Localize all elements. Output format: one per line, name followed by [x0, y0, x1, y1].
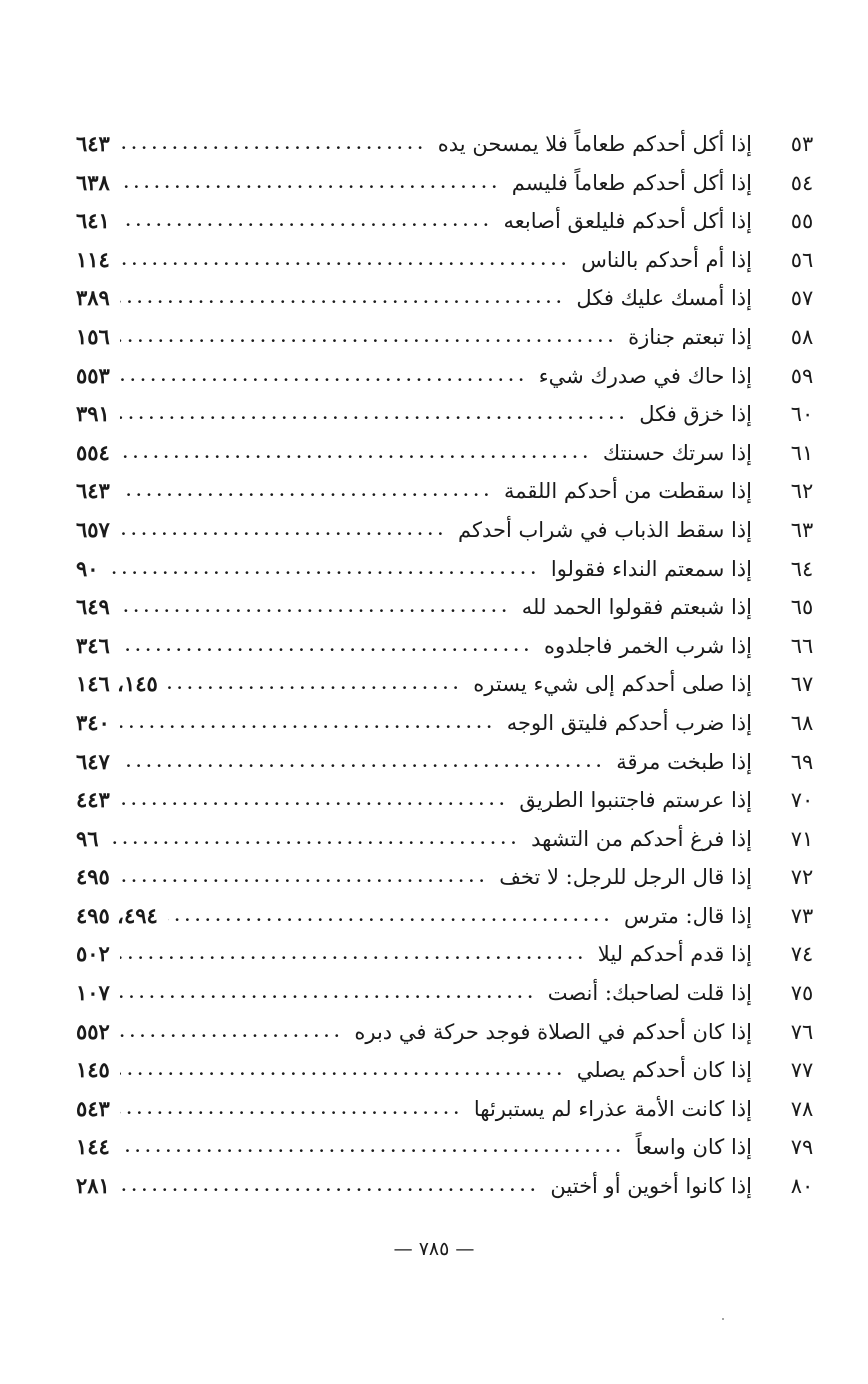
entry-pages: ٤٤٣	[76, 787, 110, 813]
index-entry	[76, 858, 826, 897]
entry-text: إذا كانوا أخوين أو أختين	[550, 1174, 752, 1199]
dot-leader	[120, 627, 534, 666]
page-number: — ٧٨٥ —	[393, 1238, 475, 1260]
entry-line	[76, 820, 752, 859]
entry-line	[76, 665, 752, 704]
entry-line	[76, 1167, 752, 1206]
entry-line	[76, 202, 752, 241]
dot-leader	[120, 511, 448, 550]
dot-leader	[120, 704, 497, 743]
entry-pages: ٥٥٢	[76, 1018, 110, 1044]
dot-leader	[120, 935, 588, 974]
index-entry	[76, 627, 826, 666]
entry-line	[76, 472, 752, 511]
entry-number: ٧٧	[790, 1058, 814, 1083]
entry-number: ٧٠	[790, 788, 814, 813]
entry-text: إذا كان أحدكم في الصلاة فوجد حركة في دبره	[354, 1019, 752, 1044]
entry-number: ٦٣	[790, 517, 814, 542]
entry-number: ٦٠	[790, 402, 814, 427]
index-entry	[76, 704, 826, 743]
index-entry	[76, 1090, 826, 1129]
entry-text: إذا سقط الذباب في شراب أحدكم	[458, 517, 752, 542]
dot-leader	[120, 164, 502, 203]
entry-line	[76, 588, 752, 627]
dot-leader	[120, 357, 529, 396]
entry-line	[76, 935, 752, 974]
entry-pages: ٥٠٢	[76, 941, 110, 967]
entry-text: إذا أمسك عليك فكل	[576, 286, 752, 311]
entry-line	[76, 511, 752, 550]
entry-number: ٦١	[790, 440, 814, 465]
entry-pages: ١٤٤	[76, 1134, 110, 1160]
index-entry	[76, 395, 826, 434]
entry-number: ٧٣	[790, 903, 814, 928]
entry-pages: ٦٤٣	[76, 131, 110, 156]
entry-number: ٦٢	[790, 479, 814, 504]
dot-leader	[120, 1090, 464, 1129]
index-entry	[76, 202, 826, 241]
entry-pages: ٦٣٨	[76, 169, 110, 195]
entry-line	[76, 627, 752, 666]
index-entry	[76, 164, 826, 203]
dot-leader	[120, 781, 510, 820]
entry-text: إذا شرب الخمر فاجلدوه	[543, 633, 752, 658]
entry-text: إذا سمعتم النداء فقولوا	[550, 556, 752, 581]
dot-leader	[168, 897, 614, 936]
entry-text: إذا عرستم فاجتنبوا الطريق	[519, 788, 752, 813]
entry-line	[76, 974, 752, 1013]
entry-pages: ٥٤٣	[76, 1095, 110, 1121]
dot-leader	[120, 318, 618, 357]
dot-leader	[120, 1051, 567, 1090]
entry-number: ٧٥	[790, 981, 814, 1006]
entry-line	[76, 357, 752, 396]
entry-number: ٦٦	[790, 633, 814, 658]
index-entry	[76, 279, 826, 318]
entry-line	[76, 318, 752, 357]
entry-text: إذا أكل أحدكم طعاماً فلا يمسحن يده	[437, 132, 752, 156]
hadith-index-list	[76, 125, 826, 1206]
entry-pages: ٩٠	[76, 555, 99, 581]
dot-leader	[120, 395, 629, 434]
entry-pages: ٥٥٣	[76, 362, 110, 388]
dot-leader	[120, 125, 428, 164]
entry-number: ٦٥	[790, 595, 814, 620]
index-entry	[76, 434, 826, 473]
entry-text: إذا سرتك حسنتك	[602, 440, 752, 465]
entry-pages: ١٠٧	[76, 980, 110, 1006]
entry-line	[76, 395, 752, 434]
index-entry	[76, 511, 826, 550]
entry-pages: ٤٩٤، ٤٩٥	[76, 902, 158, 928]
entry-number: ٧١	[790, 826, 814, 851]
dot-leader	[120, 743, 606, 782]
entry-text: إذا قال: مترس	[624, 903, 752, 928]
index-entry	[76, 974, 826, 1013]
entry-line	[76, 1128, 752, 1167]
dot-leader	[120, 588, 512, 627]
entry-pages: ٦٤١	[76, 208, 110, 234]
dot-leader	[120, 279, 567, 318]
index-entry	[76, 357, 826, 396]
entry-text: إذا ضرب أحدكم فليتق الوجه	[506, 710, 752, 735]
entry-line	[76, 164, 752, 203]
index-entry	[76, 1051, 826, 1090]
entry-pages: ١٤٥	[76, 1057, 110, 1083]
entry-text: إذا كان واسعاً	[635, 1135, 752, 1160]
dot-leader	[120, 1167, 541, 1206]
entry-line	[76, 897, 752, 936]
entry-number: ٥٤	[790, 170, 814, 195]
entry-text: إذا حاك في صدرك شيء	[538, 363, 752, 388]
entry-text: إذا قلت لصاحبك: أنصت	[547, 981, 752, 1006]
entry-number: ٧٩	[790, 1135, 814, 1160]
entry-text: إذا شبعتم فقولوا الحمد لله	[521, 595, 752, 620]
entry-pages: ١٥٦	[76, 323, 110, 349]
entry-text: إذا أم أحدكم بالناس	[581, 247, 752, 272]
entry-pages: ٥٥٤	[76, 439, 110, 465]
entry-number: ٥٣	[790, 132, 814, 156]
index-entry	[76, 743, 826, 782]
index-entry	[76, 935, 826, 974]
entry-pages: ٢٨١	[76, 1173, 110, 1199]
entry-text: إذا كانت الأمة عذراء لم يستبرئها	[473, 1096, 752, 1121]
index-entry	[76, 897, 826, 936]
dot-leader	[120, 472, 494, 511]
entry-number: ٥٥	[790, 209, 814, 234]
index-entry	[76, 820, 826, 859]
entry-text: إذا تبعتم جنازة	[628, 324, 752, 349]
entry-number: ٨٠	[790, 1174, 814, 1199]
entry-pages: ٣٩١	[76, 401, 110, 427]
index-entry	[76, 241, 826, 280]
entry-pages: ٦٥٧	[76, 516, 110, 542]
index-entry	[76, 550, 826, 589]
dot-leader	[120, 434, 593, 473]
entry-pages: ٣٤٠	[76, 709, 110, 735]
entry-text: إذا أكل أحدكم فليلعق أصابعه	[503, 209, 752, 234]
entry-text: إذا أكل أحدكم طعاماً فليسم	[511, 170, 752, 195]
entry-line	[76, 550, 752, 589]
entry-line	[76, 781, 752, 820]
dot-leader	[109, 550, 541, 589]
dot-leader	[120, 241, 571, 280]
entry-line	[76, 241, 752, 280]
dot-leader	[120, 202, 494, 241]
dot-leader	[168, 665, 464, 704]
index-entry	[76, 472, 826, 511]
entry-pages: ٦٤٩	[76, 594, 110, 620]
entry-line	[76, 1090, 752, 1129]
entry-text: إذا خزق فكل	[639, 402, 752, 427]
index-entry	[76, 665, 826, 704]
entry-number: ٧٦	[790, 1019, 814, 1044]
index-entry	[76, 588, 826, 627]
entry-text: إذا فرغ أحدكم من التشهد	[531, 826, 752, 851]
entry-text: إذا صلى أحدكم إلى شيء يستره	[473, 672, 752, 697]
entry-line	[76, 434, 752, 473]
entry-number: ٧٢	[790, 865, 814, 890]
index-entry	[76, 125, 826, 164]
entry-text: إذا كان أحدكم يصلي	[576, 1058, 752, 1083]
entry-number: ٥٩	[790, 363, 814, 388]
entry-number: ٦٧	[790, 672, 814, 697]
dot-leader	[120, 1013, 345, 1052]
entry-pages: ١١٤	[76, 246, 110, 272]
entry-pages: ٦٤٣	[76, 478, 110, 504]
index-entry	[76, 1167, 826, 1206]
entry-number: ٧٤	[790, 942, 814, 967]
entry-line	[76, 743, 752, 782]
entry-pages: ٣٨٩	[76, 285, 110, 311]
index-entry	[76, 781, 826, 820]
entry-pages: ٩٦	[76, 825, 99, 851]
dot-leader	[120, 1128, 626, 1167]
entry-number: ٥٨	[790, 324, 814, 349]
entry-text: إذا سقطت من أحدكم اللقمة	[503, 479, 752, 504]
entry-line	[76, 1013, 752, 1052]
dot-leader	[109, 820, 522, 859]
entry-number: ٥٧	[790, 286, 814, 311]
dot-leader	[120, 858, 489, 897]
entry-line	[76, 704, 752, 743]
entry-number: ٥٦	[790, 247, 814, 272]
entry-number: ٧٨	[790, 1096, 814, 1121]
dot-leader	[120, 974, 538, 1013]
entry-number: ٦٨	[790, 710, 814, 735]
index-entry	[76, 1128, 826, 1167]
entry-line	[76, 125, 752, 164]
index-entry	[76, 318, 826, 357]
entry-number: ٦٤	[790, 556, 814, 581]
entry-pages: ١٤٥، ١٤٦	[76, 671, 158, 697]
entry-pages: ٣٤٦	[76, 632, 110, 658]
entry-pages: ٤٩٥	[76, 864, 110, 890]
index-entry	[76, 1013, 826, 1052]
entry-line	[76, 279, 752, 318]
entry-text: إذا قال الرجل للرجل: لا تخف	[499, 865, 752, 890]
entry-line	[76, 1051, 752, 1090]
entry-text: إذا طبخت مرقة	[616, 749, 752, 774]
entry-pages: ٦٤٧	[76, 748, 110, 774]
entry-number: ٦٩	[790, 749, 814, 774]
entry-line	[76, 858, 752, 897]
paper-speck	[722, 1318, 724, 1320]
entry-text: إذا قدم أحدكم ليلا	[597, 942, 752, 967]
